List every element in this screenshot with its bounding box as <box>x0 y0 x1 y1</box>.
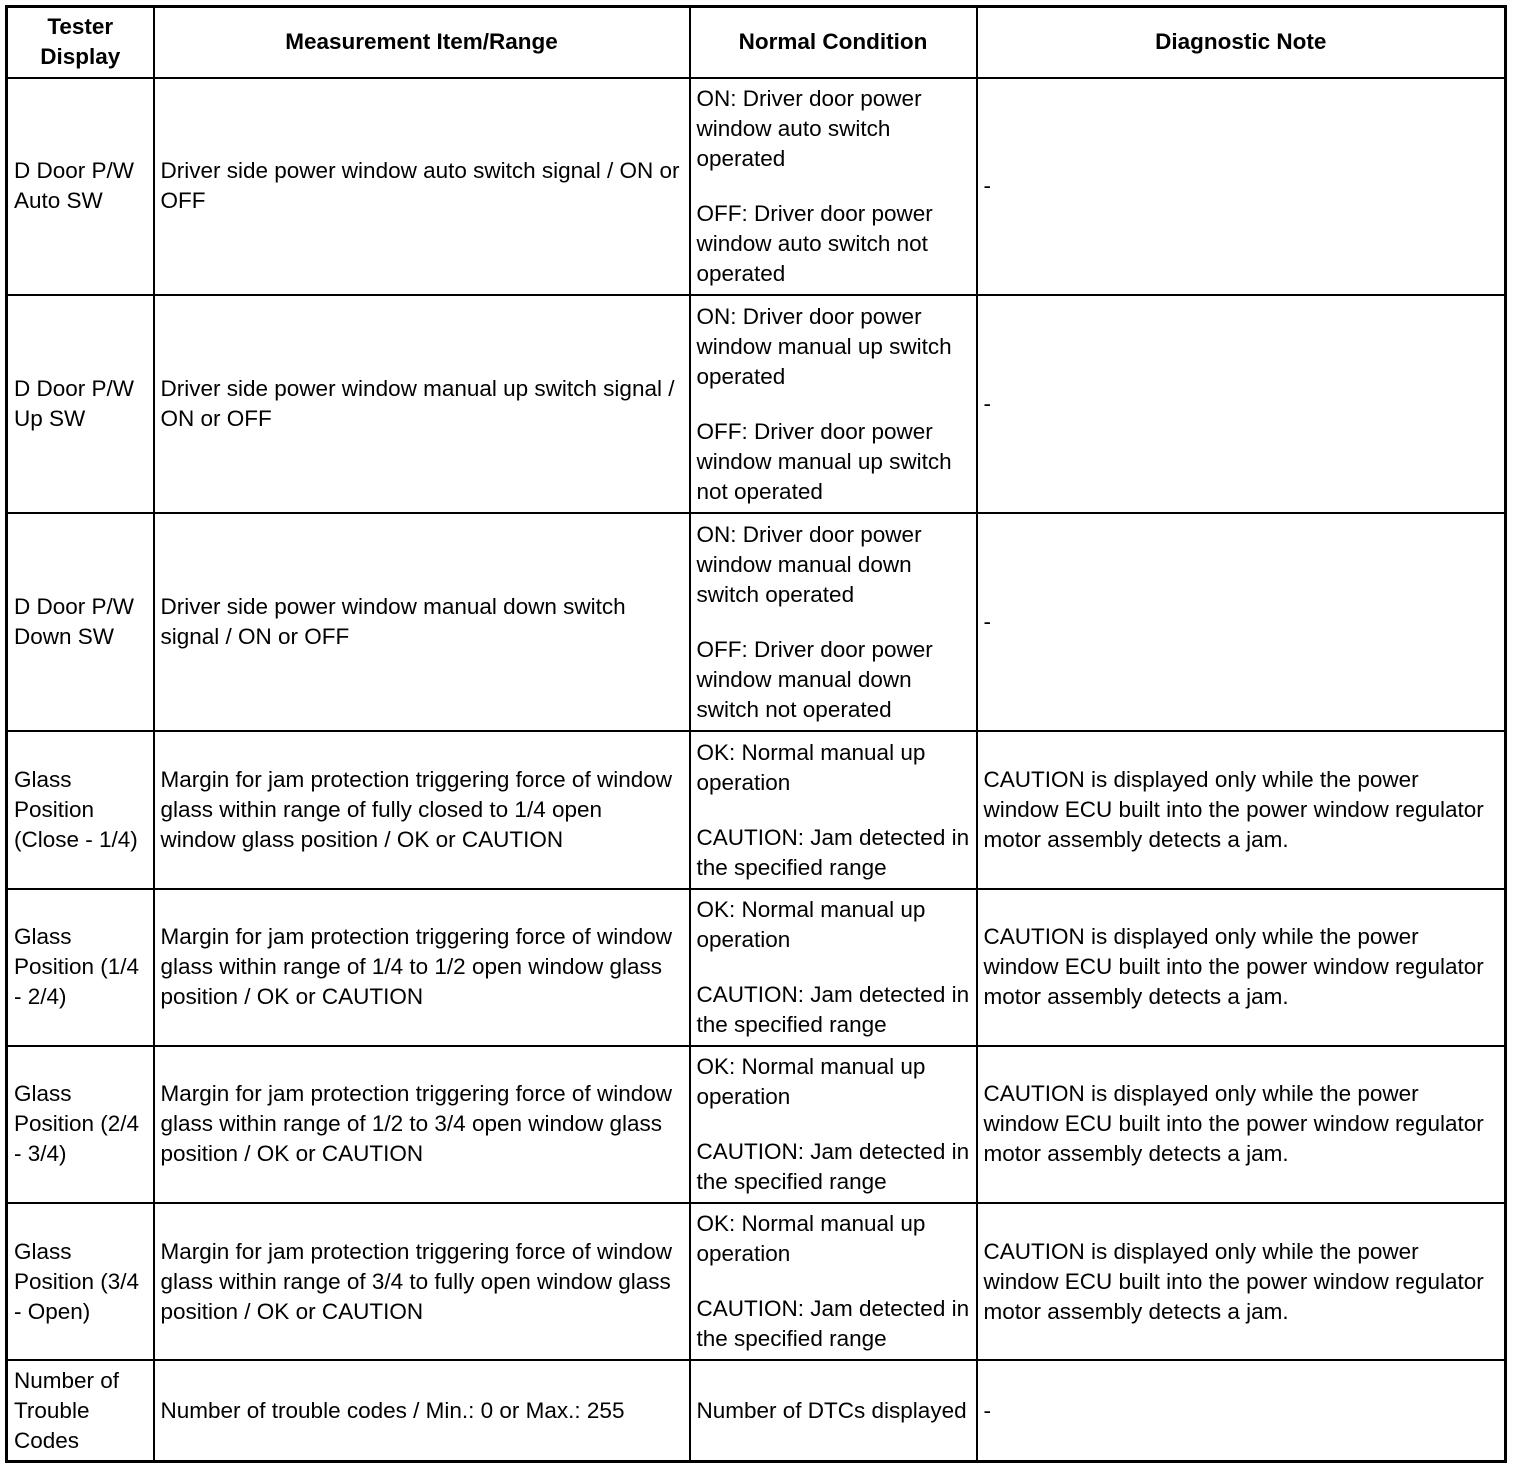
condition-ok: OK: Normal manual up operation <box>696 1053 926 1109</box>
cell-measurement: Driver side power window manual down switch signal / ON or OFF <box>154 513 690 731</box>
cell-tester-display: D Door P/W Down SW <box>7 513 154 731</box>
table-row <box>7 1046 1506 1203</box>
cell-measurement: Number of trouble codes / Min.: 0 or Max.: 255 <box>154 1360 690 1461</box>
cell-tester-display: D Door P/W Auto SW <box>7 78 154 296</box>
header-normal-condition: Normal Condition <box>690 7 977 78</box>
condition-caution: CAUTION: Jam detected in the specified range <box>696 1138 970 1194</box>
cell-normal-condition <box>690 513 977 731</box>
cell-tester-display: Glass Position (2/4 - 3/4) <box>7 1046 154 1203</box>
condition-on: ON: Driver door power window auto switch operated <box>696 85 922 171</box>
condition-text: Number of DTCs displayed <box>696 1397 967 1423</box>
cell-diagnostic-note: - <box>977 513 1506 731</box>
cell-measurement: Margin for jam protection triggering force of window glass within range of 1/2 to 3/4 open window glass position / OK or CAUTION <box>154 1046 690 1203</box>
cell-tester-display: Glass Position (1/4 - 2/4) <box>7 889 154 1046</box>
table-row <box>7 1360 1506 1461</box>
cell-diagnostic-note: CAUTION is displayed only while the power window ECU built into the power window regulator motor assembly detects a jam. <box>977 731 1506 888</box>
condition-off: OFF: Driver door power window manual up switch not operated <box>696 418 952 504</box>
cell-normal-condition <box>690 295 977 513</box>
data-list-table <box>5 5 1507 1463</box>
table-row <box>7 889 1506 1046</box>
cell-measurement: Margin for jam protection triggering force of window glass within range of 1/4 to 1/2 open window glass position / OK or CAUTION <box>154 889 690 1046</box>
table-row <box>7 513 1506 731</box>
cell-normal-condition <box>690 731 977 888</box>
cell-normal-condition <box>690 889 977 1046</box>
condition-caution: CAUTION: Jam detected in the specified range <box>696 824 970 880</box>
header-diagnostic-note: Diagnostic Note <box>977 7 1506 78</box>
cell-diagnostic-note: - <box>977 1360 1506 1461</box>
cell-diagnostic-note: CAUTION is displayed only while the power window ECU built into the power window regulator motor assembly detects a jam. <box>977 1046 1506 1203</box>
cell-measurement: Margin for jam protection triggering force of window glass within range of 3/4 to fully open window glass position / OK or CAUTION <box>154 1203 690 1360</box>
condition-ok: OK: Normal manual up operation <box>696 739 926 795</box>
condition-on: ON: Driver door power window manual down switch operated <box>696 521 922 607</box>
cell-tester-display: Glass Position (Close - 1/4) <box>7 731 154 888</box>
header-measurement-item: Measurement Item/Range <box>154 7 690 78</box>
cell-measurement: Driver side power window manual up switch signal / ON or OFF <box>154 295 690 513</box>
cell-normal-condition <box>690 1360 977 1461</box>
cell-tester-display: Glass Position (3/4 - Open) <box>7 1203 154 1360</box>
table-row <box>7 731 1506 888</box>
condition-caution: CAUTION: Jam detected in the specified range <box>696 981 970 1037</box>
condition-ok: OK: Normal manual up operation <box>696 1211 926 1266</box>
cell-diagnostic-note: CAUTION is displayed only while the power window ECU built into the power window regulator motor assembly detects a jam. <box>977 1203 1506 1360</box>
condition-caution: CAUTION: Jam detected in the specified range <box>696 1296 970 1351</box>
table-row <box>7 1203 1506 1360</box>
cell-normal-condition <box>690 1203 977 1360</box>
condition-off: OFF: Driver door power window manual down switch not operated <box>696 636 933 722</box>
condition-ok: OK: Normal manual up operation <box>696 896 926 952</box>
cell-normal-condition <box>690 1046 977 1203</box>
cell-normal-condition <box>690 78 977 296</box>
table-header-row <box>7 7 1506 78</box>
table-row <box>7 295 1506 513</box>
table-row <box>7 78 1506 296</box>
cell-tester-display: Number of Trouble Codes <box>7 1360 154 1461</box>
cell-measurement: Margin for jam protection triggering force of window glass within range of fully closed to 1/4 open window glass position / OK or CAUTION <box>154 731 690 888</box>
condition-on: ON: Driver door power window manual up switch operated <box>696 303 952 389</box>
cell-diagnostic-note: CAUTION is displayed only while the power window ECU built into the power window regulator motor assembly detects a jam. <box>977 889 1506 1046</box>
condition-off: OFF: Driver door power window auto switch not operated <box>696 200 933 286</box>
cell-tester-display: D Door P/W Up SW <box>7 295 154 513</box>
cell-diagnostic-note: - <box>977 78 1506 296</box>
cell-measurement: Driver side power window auto switch signal / ON or OFF <box>154 78 690 296</box>
cell-diagnostic-note: - <box>977 295 1506 513</box>
header-tester-display: Tester Display <box>7 7 154 78</box>
